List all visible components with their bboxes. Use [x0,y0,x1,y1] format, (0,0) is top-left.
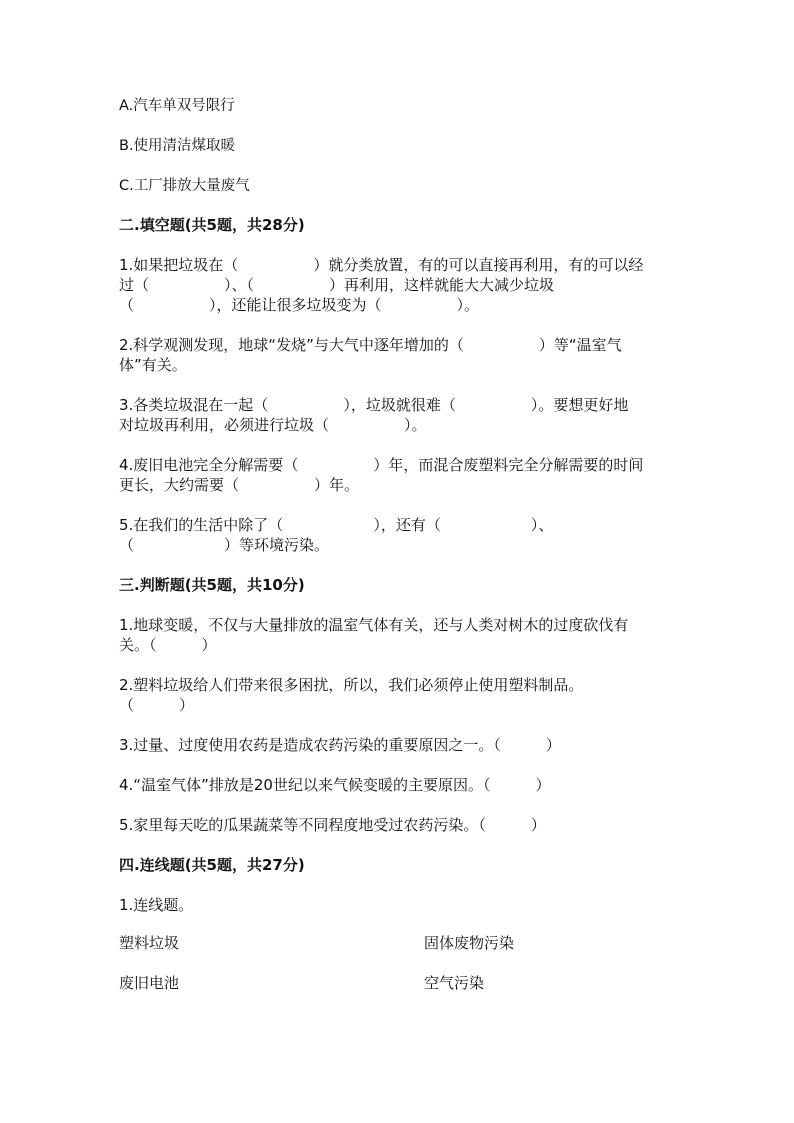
fill-q5-line2: （ ）等环境污染。 [119,536,330,554]
match-left-item-2: 废旧电池 [119,974,180,992]
match-left-item-1: 塑料垃圾 [119,934,180,952]
fill-q3-line2: 对垃圾再利用，必须进行垃圾（ ）。 [119,416,427,434]
fill-q4-line1: 4.废旧电池完全分解需要（ ）年，而混合废塑料完全分解需要的时间 [119,456,644,474]
judge-q2-line2: （ ） [119,696,195,714]
fill-q1-line1: 1.如果把垃圾在（ ）就分类放置，有的可以直接再利用，有的可以经 [119,256,644,274]
option-a: A.汽车单双号限行 [119,98,235,114]
fill-q5-line1: 5.在我们的生活中除了（ ），还有（ ）、 [119,516,554,534]
judge-q3: 3.过量、过度使用农药是造成农药污染的重要原因之一。（ ） [119,736,561,754]
match-q1: 1.连线题。 [119,896,194,914]
match-right-item-2: 空气污染 [424,974,485,992]
fill-q2-line1: 2.科学观测发现，地球“发烧”与大气中逐年增加的（ ）等“温室气 [119,336,622,354]
judge-q1-line1: 1.地球变暖，不仅与大量排放的温室气体有关，还与人类对树木的过度砍伐有 [119,616,629,634]
fill-q2-line2: 体”有关。 [119,356,187,374]
judge-q2-line1: 2.塑料垃圾给人们带来很多困扰，所以，我们必须停止使用塑料制品。 [119,676,584,694]
judge-q5: 5.家里每天吃的瓜果蔬菜等不同程度地受过农药污染。（ ） [119,816,546,834]
fill-q3-line1: 3.各类垃圾混在一起（ ），垃圾就很难（ ）。要想更好地 [119,396,629,414]
option-c: C.工厂排放大量废气 [119,178,250,194]
match-right-item-1: 固体废物污染 [424,934,515,952]
fill-q1-line2: 过（ ）、（ ）再利用，这样就能大大减少垃圾 [119,276,555,294]
judge-q4: 4.“温室气体”排放是20世纪以来气候变暖的主要原因。（ ） [119,776,551,794]
fill-q4-line2: 更长，大约需要（ ）年。 [119,476,360,494]
option-b: B.使用清洁煤取暖 [119,138,236,154]
judge-q1-line2: 关。（ ） [119,636,217,654]
section-title-judgement: 三.判断题(共5题，共10分) [119,576,305,594]
section-title-fill-blank: 二.填空题(共5题，共28分) [119,216,305,234]
fill-q1-line3: （ ），还能让很多垃圾变为（ ）。 [119,296,480,314]
section-title-matching: 四.连线题(共5题，共27分) [119,856,305,874]
